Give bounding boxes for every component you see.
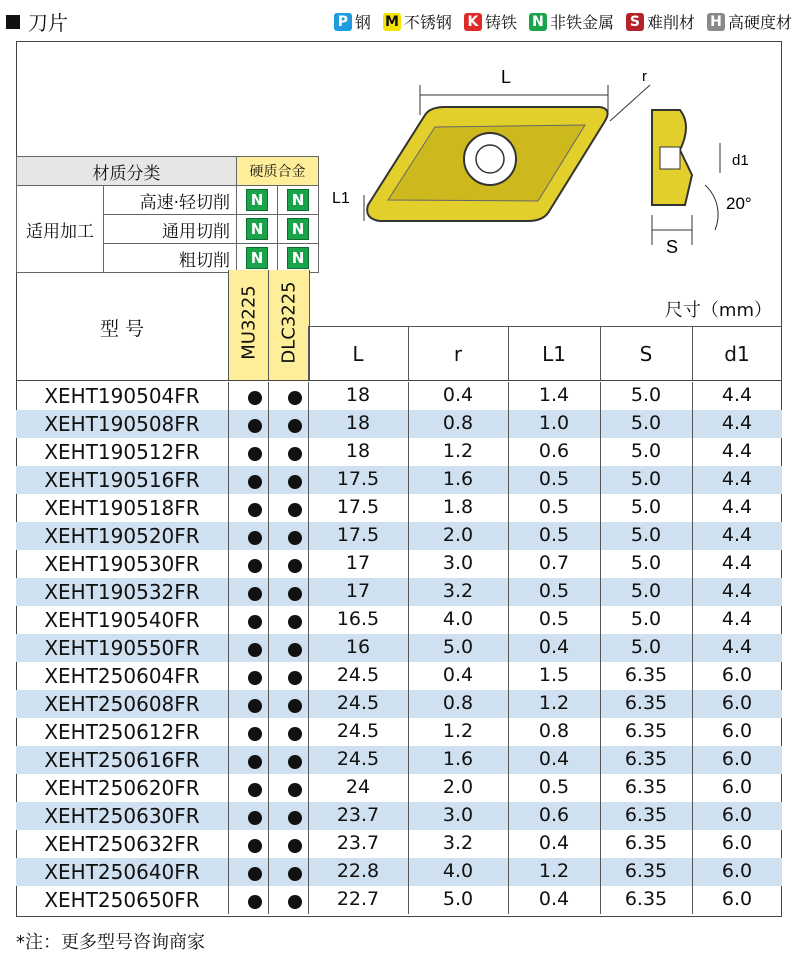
- cell-d1: 6.0: [721, 804, 753, 826]
- cell-d1: 6.0: [721, 664, 753, 686]
- cell-r: 0.8: [442, 692, 474, 714]
- material-class-label: 材质分类: [17, 157, 237, 186]
- cell-d1: 4.4: [721, 440, 753, 462]
- cell-d1: 6.0: [721, 720, 753, 742]
- material-code-icon: M: [383, 13, 401, 31]
- cell-l: 17: [345, 580, 371, 602]
- model-cell: XEHT190508FR: [44, 412, 200, 436]
- cell-s: 5.0: [630, 580, 662, 602]
- cell-l: 24: [345, 776, 371, 798]
- cell-s: 5.0: [630, 636, 662, 658]
- table-row: [16, 550, 782, 578]
- table-row: [16, 830, 782, 858]
- insert-side-view: [652, 110, 720, 245]
- table-row: [16, 774, 782, 802]
- grade-dlc3225: DLC3225: [278, 281, 300, 364]
- cell-r: 3.0: [442, 804, 474, 826]
- table-row: [16, 746, 782, 774]
- cell-l: 18: [345, 440, 371, 462]
- grade-col-dlc: [268, 270, 310, 380]
- cell-s: 5.0: [630, 468, 662, 490]
- legend-item: [383, 10, 452, 33]
- n-mark-icon: N: [246, 189, 268, 211]
- legend-item: [334, 10, 371, 33]
- cell-l1: 1.2: [538, 692, 570, 714]
- cell-l: 16.5: [336, 608, 380, 630]
- table-row: [16, 578, 782, 606]
- cell-l: 23.7: [336, 804, 380, 826]
- cell-d1: 6.0: [721, 748, 753, 770]
- cell-r: 5.0: [442, 888, 474, 910]
- cell-s: 5.0: [630, 384, 662, 406]
- cell-s: 6.35: [624, 888, 668, 910]
- model-cell: XEHT190512FR: [44, 440, 200, 464]
- footnote: *注：更多型号咨询商家: [16, 932, 205, 953]
- model-cell: XEHT190540FR: [44, 608, 200, 632]
- model-cell: XEHT190516FR: [44, 468, 200, 492]
- diagram-label-r: r: [642, 68, 647, 85]
- model-cell: XEHT190518FR: [44, 496, 200, 520]
- column-header-l: L: [352, 342, 364, 366]
- cell-l: 24.5: [336, 664, 380, 686]
- table-row: [16, 522, 782, 550]
- cell-d1: 4.4: [721, 552, 753, 574]
- cell-d1: 4.4: [721, 636, 753, 658]
- unit-label: 尺寸（mm）: [664, 300, 772, 321]
- cell-s: 6.35: [624, 804, 668, 826]
- cell-r: 0.8: [442, 412, 474, 434]
- diagram-label-L1: L1: [332, 190, 350, 207]
- legend-label: 高硬度材: [727, 13, 792, 32]
- cell-r: 1.6: [442, 468, 474, 490]
- material-code-icon: P: [334, 13, 352, 31]
- material-legend: [322, 10, 792, 33]
- model-cell: XEHT190550FR: [44, 636, 200, 660]
- cell-r: 4.0: [442, 608, 474, 630]
- cell-l1: 0.7: [538, 552, 570, 574]
- cell-l1: 0.5: [538, 496, 570, 518]
- cell-s: 5.0: [630, 524, 662, 546]
- cell-r: 3.0: [442, 552, 474, 574]
- cell-d1: 4.4: [721, 496, 753, 518]
- op-high-speed: 高速·轻切削: [104, 186, 237, 215]
- cell-s: 6.35: [624, 776, 668, 798]
- model-cell: XEHT190532FR: [44, 580, 200, 604]
- table-row: [16, 858, 782, 886]
- model-cell: XEHT250620FR: [44, 776, 200, 800]
- table-row: [16, 662, 782, 690]
- cell-r: 4.0: [442, 860, 474, 882]
- cell-s: 6.35: [624, 692, 668, 714]
- cell-s: 5.0: [630, 608, 662, 630]
- cell-l1: 0.6: [538, 804, 570, 826]
- cell-l: 17.5: [336, 524, 380, 546]
- cell-l1: 1.2: [538, 860, 570, 882]
- model-cell: XEHT250604FR: [44, 664, 200, 688]
- model-cell: XEHT190520FR: [44, 524, 200, 548]
- insert-diagram: [320, 55, 780, 265]
- table-row: [16, 718, 782, 746]
- table-row: [16, 382, 782, 410]
- cell-l: 18: [345, 412, 371, 434]
- n-mark-icon: N: [246, 218, 268, 240]
- cell-r: 0.4: [442, 384, 474, 406]
- table-row: [16, 494, 782, 522]
- carbide-group-label: 硬质合金: [237, 157, 319, 186]
- column-header-r: r: [453, 342, 463, 366]
- table-row: [16, 886, 782, 914]
- model-cell: XEHT250632FR: [44, 832, 200, 856]
- title-square-icon: [6, 15, 20, 29]
- cell-l: 22.7: [336, 888, 380, 910]
- cell-r: 0.4: [442, 664, 474, 686]
- model-cell: XEHT250608FR: [44, 692, 200, 716]
- material-code-icon: N: [529, 13, 547, 31]
- diagram-label-angle: 20°: [726, 194, 752, 213]
- cell-l1: 0.5: [538, 580, 570, 602]
- cell-l1: 0.5: [538, 468, 570, 490]
- cell-d1: 6.0: [721, 832, 753, 854]
- table-row: [16, 410, 782, 438]
- model-cell: XEHT250616FR: [44, 748, 200, 772]
- cell-r: 1.8: [442, 496, 474, 518]
- cell-s: 6.35: [624, 860, 668, 882]
- cell-s: 6.35: [624, 832, 668, 854]
- cell-r: 2.0: [442, 524, 474, 546]
- n-mark-icon: N: [287, 189, 309, 211]
- table-row: [16, 634, 782, 662]
- cell-d1: 4.4: [721, 412, 753, 434]
- cell-l1: 0.5: [538, 776, 570, 798]
- cell-l1: 0.5: [538, 524, 570, 546]
- legend-item: [529, 10, 614, 33]
- cell-r: 2.0: [442, 776, 474, 798]
- cell-l1: 0.4: [538, 832, 570, 854]
- table-row: [16, 690, 782, 718]
- diagram-label-L: L: [500, 67, 512, 87]
- cell-l: 24.5: [336, 692, 380, 714]
- insert-top-view: [364, 85, 650, 221]
- cell-l: 17.5: [336, 468, 380, 490]
- legend-label: 钢: [354, 13, 371, 32]
- legend-label: 铸铁: [484, 13, 517, 32]
- cell-d1: 4.4: [721, 580, 753, 602]
- model-cell: XEHT190504FR: [44, 384, 200, 408]
- cell-l1: 0.4: [538, 888, 570, 910]
- legend-item: [707, 10, 792, 33]
- diagram-label-S: S: [665, 237, 679, 257]
- model-cell: XEHT250630FR: [44, 804, 200, 828]
- cell-d1: 6.0: [721, 888, 753, 910]
- cell-l: 23.7: [336, 832, 380, 854]
- cell-s: 5.0: [630, 440, 662, 462]
- material-code-icon: K: [464, 13, 482, 31]
- material-application-table: [16, 156, 319, 273]
- cell-l1: 0.4: [538, 636, 570, 658]
- table-row: [16, 606, 782, 634]
- cell-s: 5.0: [630, 552, 662, 574]
- cell-l1: 0.8: [538, 720, 570, 742]
- model-cell: XEHT190530FR: [44, 552, 200, 576]
- column-header-d1: d1: [724, 342, 750, 366]
- model-cell: XEHT250612FR: [44, 720, 200, 744]
- cell-l1: 0.5: [538, 608, 570, 630]
- n-mark-icon: N: [246, 247, 268, 269]
- cell-l1: 1.4: [538, 384, 570, 406]
- cell-r: 3.2: [442, 832, 474, 854]
- cell-d1: 6.0: [721, 692, 753, 714]
- cell-l: 24.5: [336, 748, 380, 770]
- table-row: [16, 438, 782, 466]
- cell-r: 1.6: [442, 748, 474, 770]
- diagram-label-d1: d1: [732, 152, 749, 169]
- column-header-s: S: [639, 342, 653, 366]
- table-row: [16, 802, 782, 830]
- table-row: [16, 466, 782, 494]
- op-general: 通用切削: [104, 215, 237, 244]
- page-title: 刀片: [6, 7, 68, 36]
- cell-r: 1.2: [442, 720, 474, 742]
- apply-label: 适用加工: [17, 186, 104, 273]
- cell-s: 6.35: [624, 664, 668, 686]
- cell-d1: 4.4: [721, 384, 753, 406]
- cell-d1: 4.4: [721, 524, 753, 546]
- n-mark-icon: N: [287, 218, 309, 240]
- legend-item: [464, 10, 517, 33]
- cell-l: 18: [345, 384, 371, 406]
- cell-l: 17.5: [336, 496, 380, 518]
- model-cell: XEHT250640FR: [44, 860, 200, 884]
- column-header-l1: L1: [542, 342, 566, 366]
- grade-col-mu: [228, 270, 269, 380]
- material-code-icon: H: [707, 13, 725, 31]
- cell-s: 5.0: [630, 412, 662, 434]
- cell-l1: 1.5: [538, 664, 570, 686]
- cell-d1: 4.4: [721, 468, 753, 490]
- cell-r: 1.2: [442, 440, 474, 462]
- cell-l1: 0.6: [538, 440, 570, 462]
- model-label: 型 号: [99, 318, 145, 340]
- cell-l: 17: [345, 552, 371, 574]
- grade-mu3225: MU3225: [238, 285, 260, 360]
- cell-l: 22.8: [336, 860, 380, 882]
- cell-l: 24.5: [336, 720, 380, 742]
- cell-d1: 4.4: [721, 608, 753, 630]
- legend-item: [626, 10, 695, 33]
- model-cell: XEHT250650FR: [44, 888, 200, 912]
- cell-r: 3.2: [442, 580, 474, 602]
- cell-l: 16: [345, 636, 371, 658]
- legend-label: 不锈钢: [403, 13, 452, 32]
- grid-header: [16, 270, 782, 381]
- cell-l1: 1.0: [538, 412, 570, 434]
- material-code-icon: S: [626, 13, 644, 31]
- cell-d1: 6.0: [721, 776, 753, 798]
- cell-s: 6.35: [624, 748, 668, 770]
- cell-l1: 0.4: [538, 748, 570, 770]
- cell-s: 5.0: [630, 496, 662, 518]
- legend-label: 难削材: [646, 13, 695, 32]
- cell-s: 6.35: [624, 720, 668, 742]
- n-mark-icon: N: [287, 247, 309, 269]
- cell-r: 5.0: [442, 636, 474, 658]
- legend-label: 非铁金属: [549, 13, 614, 32]
- op-rough: 粗切削: [104, 244, 237, 273]
- header-bar: [0, 0, 800, 40]
- cell-d1: 6.0: [721, 860, 753, 882]
